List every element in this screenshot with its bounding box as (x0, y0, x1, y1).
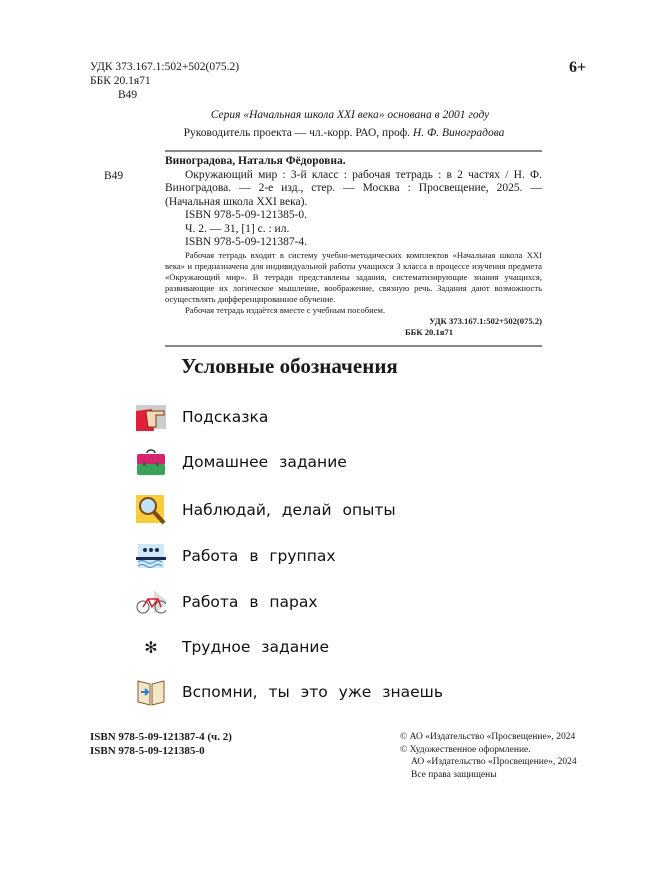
bib-code: В49 (104, 170, 124, 182)
divider-bottom (165, 345, 542, 347)
project-lead-name: Н. Ф. Виноградова (412, 127, 505, 139)
legend-label: Домашнее задание (182, 453, 347, 471)
copyright-design-owner: АО «Издательство «Просвещение», 2024 (411, 757, 577, 767)
legend-item-homework (136, 446, 347, 478)
bib-note: Рабочая тетрадь издаётся вместе с учебным пособием. (185, 304, 386, 315)
pointing-hand-icon (136, 402, 166, 432)
bib-isbn-set: ISBN 978-5-09-121385-0. (185, 209, 308, 221)
legend-label: Работа в группах (182, 547, 336, 565)
book-icon (136, 677, 166, 707)
asterisk-icon: ✻ (144, 637, 158, 657)
footer-isbn-part: ISBN 978-5-09-121387-4 (ч. 2) (90, 731, 232, 743)
legend-label: Работа в парах (182, 593, 318, 611)
bibliographic-record (165, 155, 542, 338)
copyright-publisher: © АО «Издательство «Просвещение», 2024 (400, 732, 576, 742)
legend-label: Вспомни, ты это уже знаешь (182, 683, 443, 701)
copyright-block (400, 731, 577, 781)
udk-code: УДК 373.167.1:502+502(075.2) (90, 61, 240, 73)
legend-item-hint (136, 401, 268, 433)
legend-label: Подсказка (182, 408, 269, 426)
bib-annotation: Рабочая тетрадь входит в систему учебно-методических комплектов «Начальная школа XXI века» и предназначена для индивидуальной работы учащихся 3 класса в процессе изучения предмета «Окружающий мир». В тетради представлены задания, систематизирующие знания учащихся, развивающие их логическое мышление, воображение, связную речь. Задания дают возможность осуществлять дифференцированное обучение. (165, 249, 542, 304)
legend-item-groups (136, 540, 336, 572)
divider-top (165, 150, 542, 152)
rights-reserved: Все права защищены (411, 769, 497, 780)
project-lead (0, 126, 650, 140)
legend-label: Трудное задание (182, 638, 329, 656)
rowing-team-icon (136, 541, 166, 571)
legend-item-remember (136, 676, 443, 708)
legend-label: Наблюдай, делай опыты (182, 501, 396, 519)
legend-item-observe (136, 494, 396, 526)
legend-title: Условные обозначения (181, 354, 398, 378)
bib-isbn-part: ISBN 978-5-09-121387-4. (185, 236, 308, 248)
footer-isbn-set: ISBN 978-5-09-121385-0 (90, 745, 205, 757)
legend-item-pairs (136, 586, 318, 618)
author-mark: В49 (118, 89, 138, 101)
magnifier-icon (136, 495, 166, 525)
tandem-bicycle-icon (136, 587, 166, 617)
bib-udk: УДК 373.167.1:502+502(075.2) (429, 315, 542, 326)
bbk-code: ББК 20.1я71 (90, 75, 151, 87)
bib-author: Виноградова, Наталья Фёдоровна. (165, 155, 346, 167)
series-note: Серия «Начальная школа XXI века» основана в 2001 году (210, 109, 490, 121)
bib-bbk: ББК 20.1я71 (405, 326, 454, 337)
copyright-design: © Художественное оформление. (400, 744, 531, 755)
bib-part: Ч. 2. — 31, [1] с. : ил. (185, 222, 290, 235)
briefcase-icon (136, 447, 166, 477)
bib-title: Окружающий мир : 3-й класс : рабочая тетрадь : в 2 частях / Н. Ф. Виноградова. — 2-е изд., стер. — Москва : Просвещение, 2025. — (Начальная школа XXI века). (165, 168, 542, 208)
legend-item-difficult (136, 631, 329, 663)
age-rating: 6+ (569, 59, 587, 76)
project-lead-label: Руководитель проекта — чл.-корр. РАО, проф. (183, 127, 413, 139)
